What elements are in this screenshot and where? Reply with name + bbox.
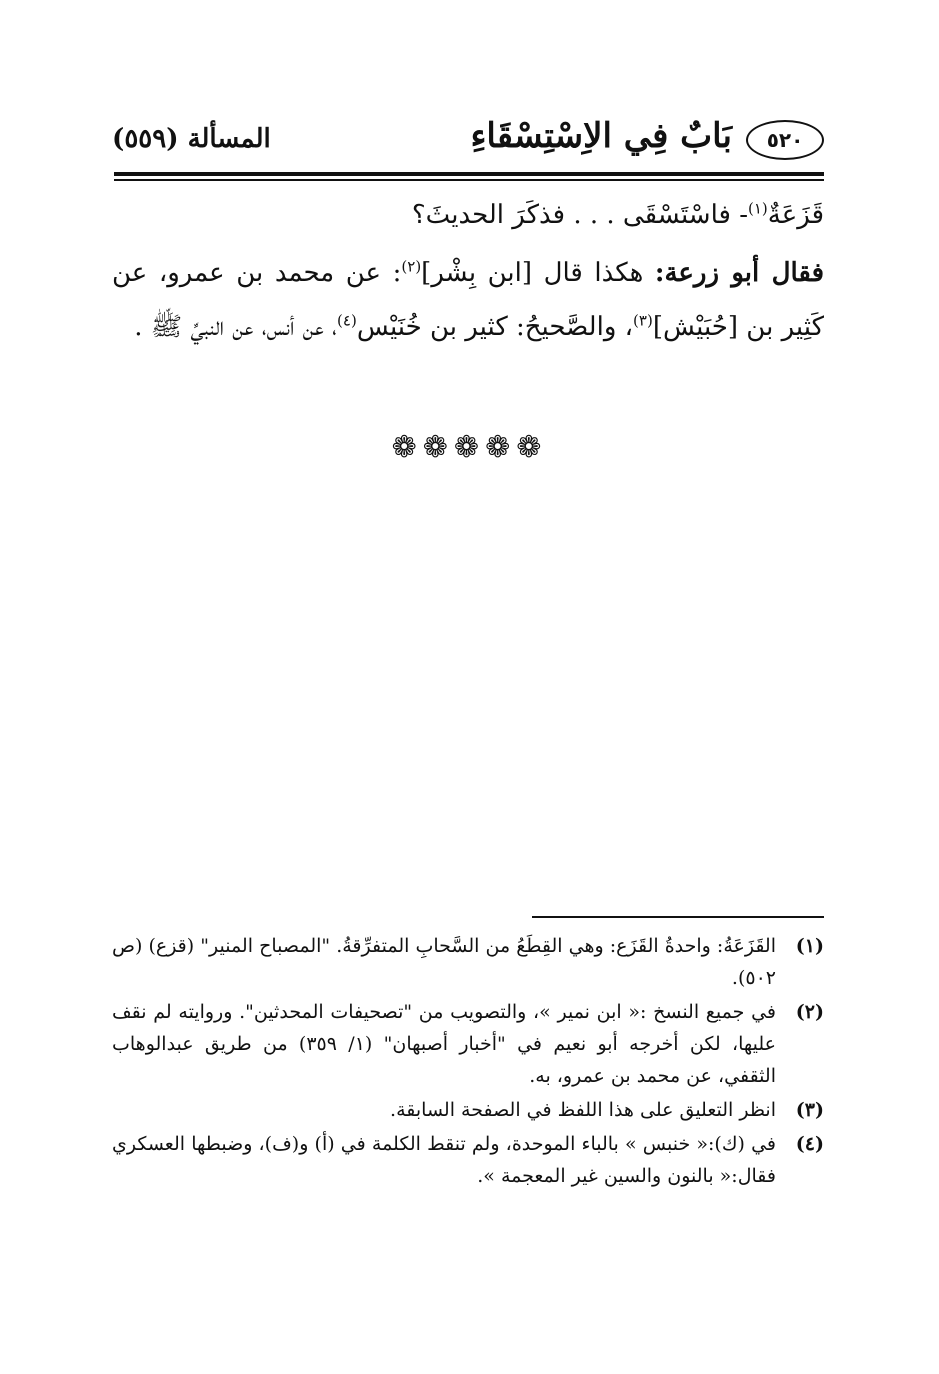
chapter-title: بَابٌ فِي الاِسْتِسْقَاءِ bbox=[470, 116, 732, 156]
text-span: ، عن أنس، عن النبيِّ ﷺ . bbox=[134, 312, 338, 342]
header-rule-thick bbox=[114, 172, 824, 176]
footnote-4 bbox=[112, 1128, 824, 1192]
footnotes bbox=[112, 930, 824, 1194]
text-span: - فاسْتَسْقَى . . . فذكَرَ الحديثَ؟ bbox=[411, 200, 748, 230]
page-header bbox=[112, 108, 824, 170]
footnote-text: في جميع النسخ :« ابن نمير »، والتصويب من "تصحيفات المحدثين". وروايته لم نقف عليها، لكن أخرجه أبو نعيم في "أخبار أصبهان" (١/ ٣٥٩) من طريق عبدالوهاب الثقفي، عن محمد بن عمرو، به. bbox=[112, 1001, 776, 1087]
ornament-separator: ❁❁❁❁❁ bbox=[391, 430, 548, 465]
footnote-number: (٣) bbox=[795, 1099, 824, 1121]
footnote-ref[interactable]: (١) bbox=[747, 199, 768, 218]
footnote-text: القَزَعَةُ: واحدةُ القَزَع: وهي القِطَعُ من السَّحابِ المتفرِّقةُ. "المصباح المنير" (قزع) (ص ٥٠٢). bbox=[112, 935, 776, 989]
text-span: : عن محمد بن عمرو، عن كَثِير بن [حُبَيْش] bbox=[112, 258, 824, 342]
footnote-1 bbox=[112, 930, 824, 994]
text-span: قَزَعَةٌ bbox=[767, 200, 824, 230]
footnote-text: في (ك):« خنبس » بالباء الموحدة، ولم تنقط الكلمة في (أ) و(ف)، وضبطها العسكري فقال:« بالنون والسين غير المعجمة ». bbox=[112, 1133, 776, 1187]
page-number-badge: ٥٢٠ bbox=[746, 120, 824, 160]
issue-label: المسألة (٥٥٩) bbox=[112, 124, 271, 154]
text-lead: فقال أبو زرعة: bbox=[654, 258, 824, 288]
main-text bbox=[112, 188, 824, 354]
text-span: ، والصَّحيحُ: كثير بن خُنَيْس bbox=[356, 312, 634, 342]
footnote-3 bbox=[112, 1094, 824, 1126]
paragraph-2 bbox=[112, 246, 824, 354]
footnote-2 bbox=[112, 996, 824, 1092]
footnote-number: (٢) bbox=[795, 1001, 824, 1023]
text-span: هكذا قال [ابن بِشْر] bbox=[421, 258, 655, 288]
footnote-number: (٤) bbox=[795, 1133, 824, 1155]
footnote-ref[interactable]: (٣) bbox=[633, 311, 653, 330]
footnote-ref[interactable]: (٤) bbox=[337, 311, 357, 330]
footnote-ref[interactable]: (٢) bbox=[401, 257, 422, 276]
footnote-text: انظر التعليق على هذا اللفظ في الصفحة السابقة. bbox=[390, 1099, 776, 1121]
paragraph-1 bbox=[112, 188, 824, 242]
header-rule-thin bbox=[114, 179, 824, 181]
footnote-rule bbox=[532, 916, 824, 918]
footnote-number: (١) bbox=[795, 935, 824, 957]
